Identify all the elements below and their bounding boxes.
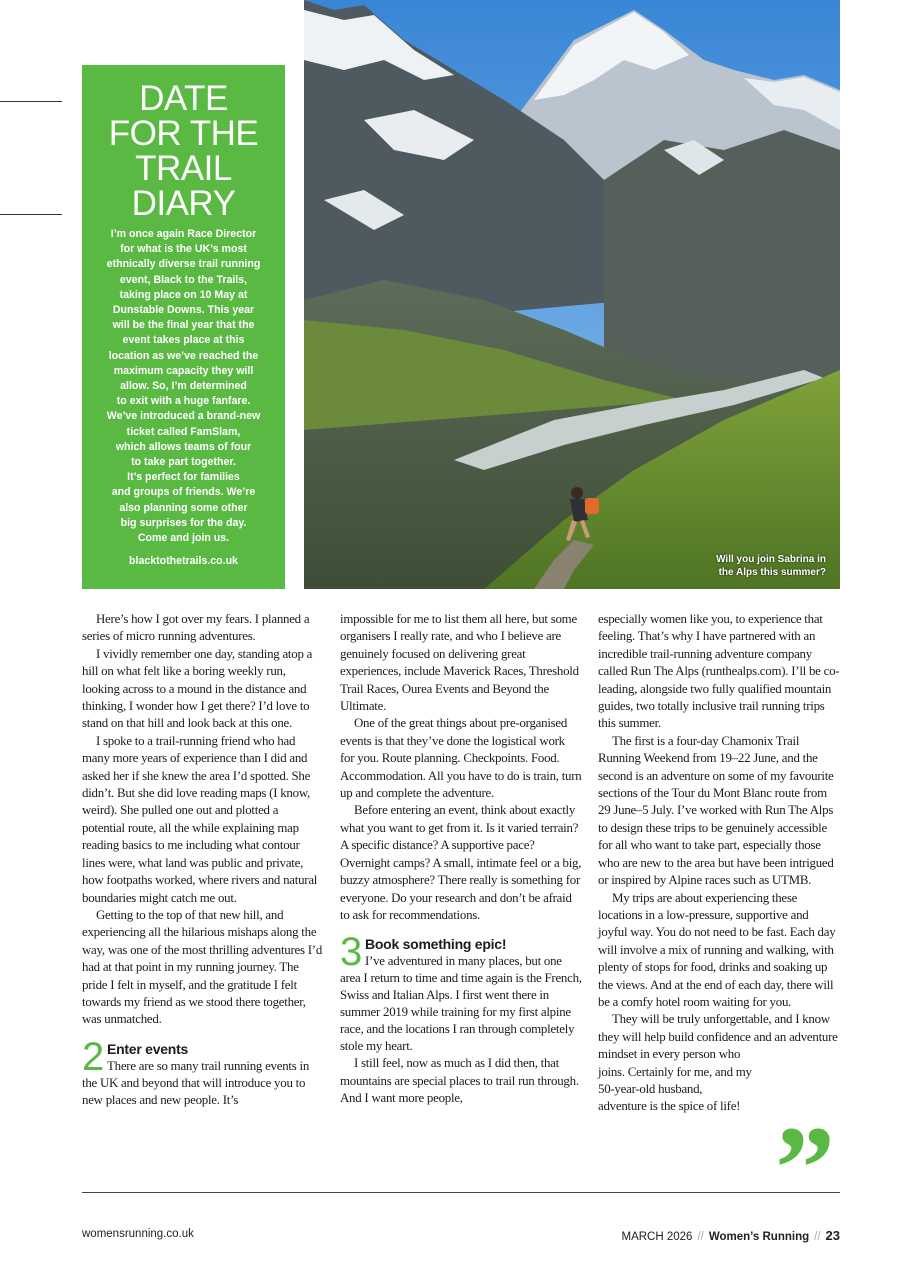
sidebar-title-line: DIARY [131,184,236,223]
footer-rule [82,1192,840,1193]
article-column-3 [598,611,840,1116]
sidebar-line: to take part together. [131,456,236,469]
sidebar-website-link[interactable]: blacktothetrails.co.uk [129,555,238,567]
paragraph-end-line: joins. Certainly for me, and my [598,1064,752,1079]
sidebar-title-line: FOR THE [108,114,259,153]
sidebar-line: ethnically diverse trail running [106,258,261,271]
sidebar-line: We’ve introduced a brand-new [106,410,261,423]
section-title: Enter events [107,1040,189,1057]
paragraph-end-line: 50-year-old husband, [598,1081,703,1096]
article-column-1 [82,611,324,1109]
footer-magazine: Women’s Running [708,1231,810,1243]
sidebar-line: allow. So, I’m determined [120,380,247,393]
paragraph: I still feel, now as much as I did then, that mountains are special places to trail run through. And I want more people, [340,1056,579,1106]
sidebar-line: Dunstable Downs. This year [112,304,255,317]
paragraph: especially women like you, to experience that feeling. That’s why I have partnered with an incredible trail-running adventure company called Run The Alps (runthealps.com). I’ll be co-leading, alongside two fully qualified mountain guides, two totally inclusive trail running trips this summer. [598,612,840,731]
footer-site[interactable]: womensrunning.co.uk [82,1228,194,1240]
footer-separator: // [697,1231,704,1243]
paragraph: I spoke to a trail-running friend who had many more years of experience than I did and asked her if she knew the area I’d spotted. She didn’t. But she did love reading maps (I know, weird). She pulled one out and plotted a potential route, all the while explaining map reading basics to me including what contour lines were, what land was public and private, how footpaths worked, where rivers and natural boundaries might catch me out. [82,733,318,905]
paragraph: impossible for me to list them all here, but some organisers I really rate, and who I believe are genuinely focused on delivering great experiences, include Maverick Races, Threshold Trail Races, Ourea Events and Beyond the Ultimate. [340,612,579,714]
sidebar-line: will be the final year that the [112,319,255,332]
article-column-2 [340,611,582,1108]
sidebar-line: It’s perfect for families [127,471,240,484]
page-number: 23 [825,1228,840,1243]
sidebar-line: I’m once again Race Director [110,228,257,240]
paragraph: My trips are about experiencing these locations in a low-pressure, supportive and joyful way. You do not need to be fast. Each day will involve a mix of running and walking, with plenty of stops for food, drinks and soaking up the views. And at the end of each day, there will be a comfy hotel room waiting for you. [598,890,836,1009]
section-number: 2 [82,1034,104,1079]
sidebar-title-line: TRAIL [135,149,232,188]
caption-line: the Alps this summer? [718,567,826,578]
footer-separator: // [814,1231,821,1243]
paragraph: I vividly remember one day, standing atop a hill on what felt like a boring weekly run, looking across to a mound in the distance and thinking, I wonder how I get there? I’d love to stand on that hill and look back at this one. [82,646,313,731]
sidebar-line: maximum capacity they will [113,364,254,377]
trail-diary-sidebar [82,65,285,589]
sidebar-line: event takes place at this [122,334,245,347]
section-3 [340,930,582,1055]
section-title: Book something epic! [365,936,507,953]
paragraph: They will be truly unforgettable, and I know they will help build confidence and an adventure mindset in every person who [598,1012,838,1062]
paragraph: Getting to the top of that new hill, and experiencing all the hilarious mishaps along the way, was one of the most thrilling adventures I’d had at that point in my running journey. The pride I felt in myself, and the gratitude I felt towards my friend as we stood there together, was unmatched. [82,907,323,1027]
section-intro-text: There are so many trail running events in the UK and beyond that will introduce you to new places and new people. It’s [82,1058,310,1107]
sidebar-line: Come and join us. [137,532,230,545]
sidebar-line: ticket called FamSlam, [126,425,241,438]
section-2 [82,1034,324,1109]
caption-line: Will you join Sabrina in [716,554,826,565]
mountain-landscape-illustration [304,0,840,589]
sidebar-line: taking place on 10 May at [119,288,248,301]
paragraph: Here’s how I got over my fears. I planned a series of micro running adventures. [82,612,310,644]
footer-folio [621,1228,840,1243]
sidebar-line: event, Black to the Trails, [119,273,248,286]
sidebar-text [92,227,275,546]
section-intro-text: I’ve adventured in many places, but one area I return to time and time again is the French, Swiss and Italian Alps. I first went there in summer 2019 while training for my first alpine race, and the locations I ran through completely stole my heart. [340,954,582,1054]
paragraph: One of the great things about pre-organised events is that they’ve done the logistical work for you. Route planning. Checkpoints. Food. Accommodation. All you have to do is train, turn up and complete the adventure. [340,716,582,801]
sidebar-line: which allows teams of four [115,440,252,453]
closing-quote-icon: ” [775,1108,835,1188]
sidebar-line: for what is the UK’s most [120,243,247,256]
sidebar-line: big surprises for the day. [120,516,247,529]
paragraph: The first is a four-day Chamonix Trail Running Weekend from 19–22 June, and the second is an adventure on some of my favourite sections of the Tour du Mont Blanc route from 29 June–5 July. I’ve worked with Run The Alps to design these trips to be genuinely accessible for all who want to take part, especially those who are new to the area but have been intrigued or inspired by Alpine races such as UTMB. [598,733,834,888]
paragraph: Before entering an event, think about exactly what you want to get from it. Is it varied terrain? A specific distance? A supportive pace? Overnight camps? A small, intimate feel or a big, buzzy atmosphere? There really is something for everyone. Do your research and don’t be afraid to ask for recommendations. [340,803,582,922]
sidebar-title [92,81,275,221]
sidebar-line: also planning some other [119,501,248,514]
footer-issue: MARCH 2026 [621,1231,693,1243]
section-number: 3 [340,930,362,975]
photo-caption [716,553,826,579]
sidebar-line: location as we’ve reached the [108,349,259,362]
sidebar-title-line: DATE [139,79,228,118]
paragraph-end-line: adventure is the spice of life! [598,1099,741,1114]
left-rule-top [0,101,62,102]
sidebar-line: to exit with a huge fanfare. [116,395,251,408]
left-rule-bottom [0,214,62,215]
alps-photo [304,0,840,589]
sidebar-line: and groups of friends. We’re [111,486,256,499]
